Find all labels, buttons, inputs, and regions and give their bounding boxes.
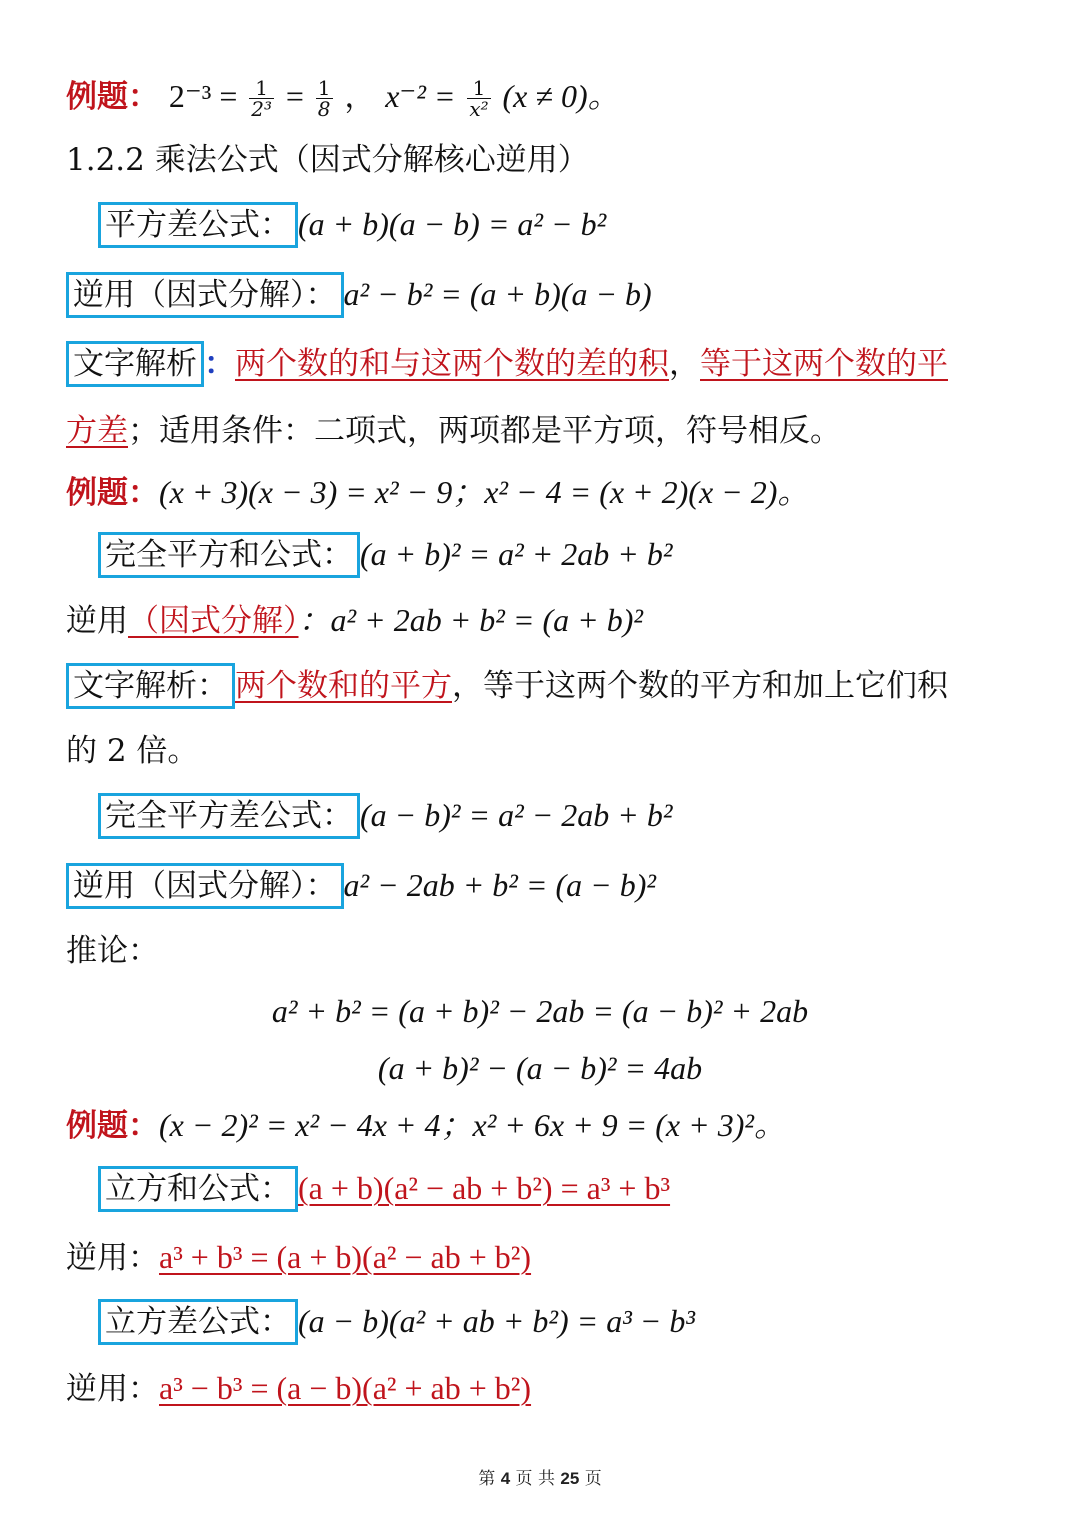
perfect-sq-diff-reverse-line (66, 863, 656, 909)
section-heading: 1.2.2 乘法公式（因式分解核心逆用） (66, 142, 589, 178)
perfect-sq-sum-analysis-cont: 的 2 倍。 (66, 733, 199, 769)
page-number: 第 4 页 共 25 页 (478, 1469, 602, 1489)
analysis-label-box: 文字解析： (66, 663, 235, 709)
cube-diff-formula: (a − b)(a² + ab + b²) = a³ − b³ (298, 1303, 695, 1339)
diff-squares-condition-line (66, 409, 841, 453)
perfect-sq-sum-label-box: 完全平方和公式： (98, 532, 360, 578)
fraction-2: $\frac{1}{8}$ (317, 76, 331, 121)
perfect-sq-sum-formula: (a + b)² = a² + 2ab + b² (360, 536, 673, 572)
corollary-eq-2: (a + b)² − (a − b)² = 4ab (377, 1050, 703, 1086)
fraction-3: $\frac{1}{\text{x²}}$ (469, 76, 489, 121)
analysis-label-box: 文字解析 (66, 341, 204, 387)
applicable-condition: ；适用条件：二项式，两项都是平方项，符号相反。 (128, 413, 841, 449)
diff-squares-example: (x + 3)(x − 3) = x² − 9；x² − 4 = (x + 2)(x − 2)。 (159, 474, 810, 510)
diff-squares-example-line (66, 470, 809, 515)
analysis-red-text-3: 方差 (66, 413, 128, 449)
diff-squares-formula: (a + b)(a − b) = a² − b² (298, 206, 607, 242)
cube-sum-line (98, 1166, 670, 1212)
cube-diff-reverse-formula: a³ − b³ = (a − b)(a² + ab + b²) (159, 1370, 532, 1406)
exponent-eq-1: 2⁻³ = (168, 78, 238, 114)
example-exponent-line: 例题： 2⁻³ = $\frac{1}{\text{2³}}$ = $\frac{1}{8}$ ， x⁻² = $\frac{1}{\text{x²}}$ (x ≠ 0)。 (66, 76, 620, 121)
diff-squares-label-box: 平方差公式： (98, 202, 298, 248)
analysis-red-text-1: 两个数的和与这两个数的差的积 (235, 346, 669, 382)
square-example-line (66, 1103, 786, 1148)
reverse-label-box: 逆用（因式分解）： (66, 863, 344, 909)
perfect-sq-sum-line (98, 532, 672, 578)
cube-sum-label-box: 立方和公式： (98, 1166, 298, 1212)
diff-squares-reverse-formula: a² − b² = (a + b)(a − b) (343, 276, 652, 312)
corollary-eq-1: a² + b² = (a + b)² − 2ab = (a − b)² + 2ab (271, 993, 809, 1029)
exponent-eq-2: x⁻² = (385, 78, 456, 114)
reverse-label-box: 逆用（因式分解）： (66, 272, 344, 318)
perfect-sq-sum-reverse-formula: ：a² + 2ab + b² = (a + b)² (298, 602, 643, 638)
analysis-red-text: 两个数和的平方 (235, 668, 452, 704)
cube-diff-label-box: 立方差公式： (98, 1299, 298, 1345)
example-label: 例题： (66, 475, 159, 511)
example-label: 例题： (66, 79, 159, 115)
perfect-sq-sum-analysis-line: 文字解析： 两个数和的平方，等于这两个数的平方和加上它们积 (66, 663, 948, 709)
reverse-fill-in: （因式分解） (128, 603, 299, 639)
perfect-sq-diff-label-box: 完全平方差公式： (98, 793, 360, 839)
example-label: 例题： (66, 1108, 159, 1144)
condition-note: (x ≠ 0)。 (502, 78, 620, 114)
diff-squares-analysis-line: 文字解析 ：两个数的和与这两个数的差的积，等于这两个数的平 (66, 341, 948, 387)
cube-diff-reverse-line: 逆用：a³ − b³ = (a − b)(a² + ab + b²) (66, 1370, 532, 1407)
diff-squares-line (98, 202, 606, 248)
perfect-sq-diff-formula: (a − b)² = a² − 2ab + b² (360, 797, 673, 833)
square-example: (x − 2)² = x² − 4x + 4；x² + 6x + 9 = (x + 3)²。 (159, 1107, 786, 1143)
perfect-sq-diff-line (98, 793, 672, 839)
fraction-1: $\frac{1}{\text{2³}}$ (251, 76, 272, 121)
cube-sum-formula: (a + b)(a² − ab + b²) = a³ + b³ (298, 1170, 671, 1206)
corollary-label: 推论： (66, 933, 159, 969)
perfect-sq-sum-reverse-line: 逆用（因式分解）：a² + 2ab + b² = (a + b)² (66, 602, 643, 639)
perfect-sq-diff-reverse-formula: a² − 2ab + b² = (a − b)² (343, 867, 656, 903)
cube-diff-line (98, 1299, 695, 1345)
cube-sum-reverse-line: 逆用：a³ + b³ = (a + b)(a² − ab + b²) (66, 1239, 532, 1276)
cube-sum-reverse-formula: a³ + b³ = (a + b)(a² − ab + b²) (159, 1239, 532, 1275)
analysis-red-text-2: 等于这两个数的平 (700, 346, 948, 382)
diff-squares-reverse-line (66, 272, 652, 318)
